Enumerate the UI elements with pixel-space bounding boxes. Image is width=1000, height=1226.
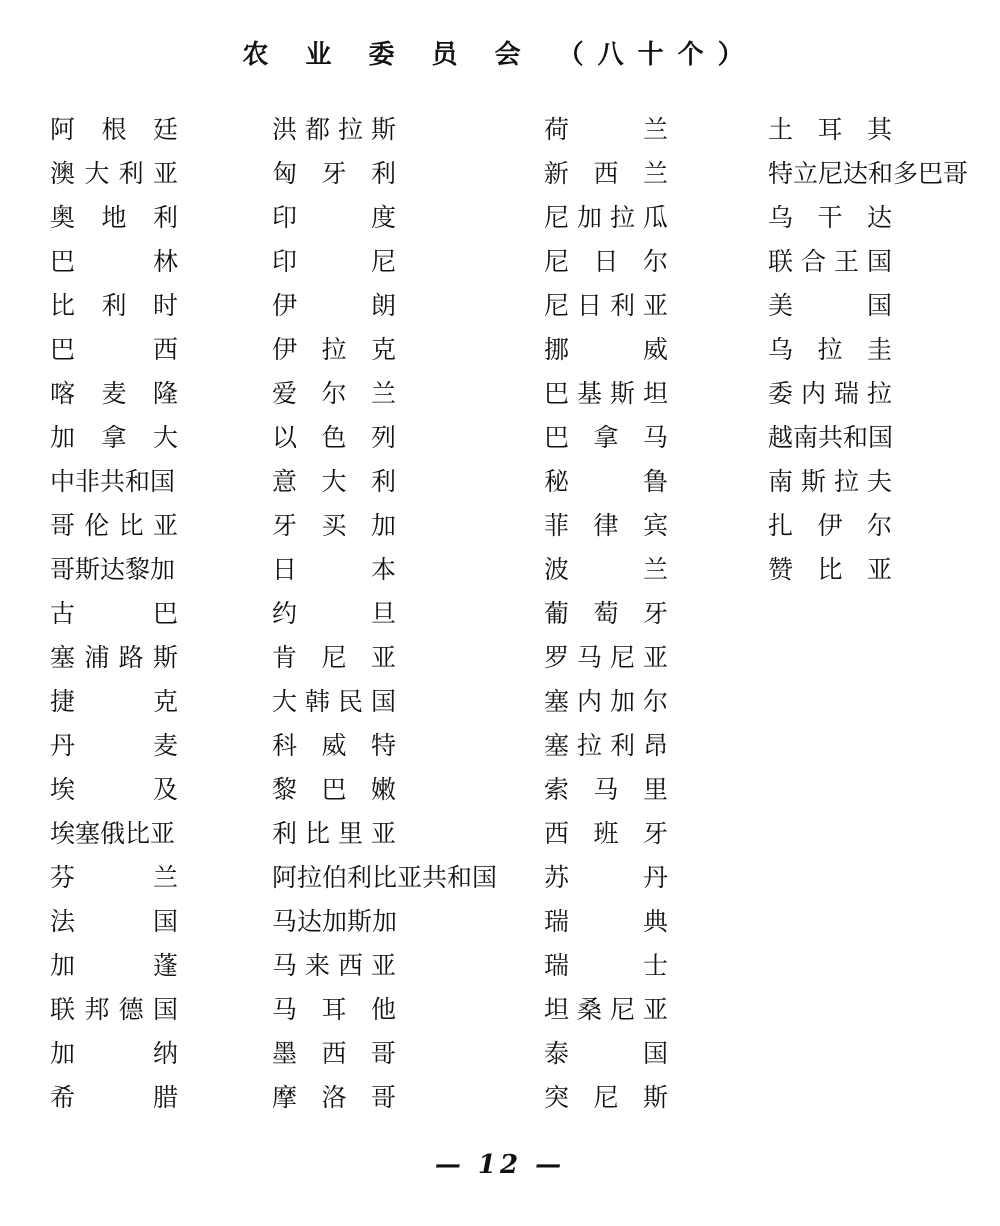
- country-name: 联 邦 德 国: [50, 995, 178, 1024]
- country-name: 尼 加 拉 瓜: [544, 203, 668, 232]
- country-name: 印 度: [272, 203, 396, 232]
- country-name: 加 蓬: [50, 951, 178, 980]
- country-name: 希 腊: [50, 1083, 178, 1112]
- country-name: 联 合 王 国: [768, 247, 892, 276]
- country-name: 法 国: [50, 907, 178, 936]
- country-name: 乌 拉 圭: [768, 335, 892, 364]
- country-column-1: [50, 108, 178, 1120]
- country-name: 特立尼达和多巴哥: [768, 159, 969, 188]
- country-name: 古 巴: [50, 599, 178, 628]
- country-name: 中非共和国: [50, 467, 176, 496]
- country-name: 突 尼 斯: [544, 1083, 668, 1112]
- country-column-3: [544, 108, 668, 1120]
- country-name: 爱 尔 兰: [272, 379, 396, 408]
- country-name: 日 本: [272, 555, 396, 584]
- country-name: 挪 威: [544, 335, 668, 364]
- country-name: 科 威 特: [272, 731, 396, 760]
- country-name: 摩 洛 哥: [272, 1083, 396, 1112]
- country-name: 阿 根 廷: [50, 115, 178, 144]
- country-name: 黎 巴 嫩: [272, 775, 396, 804]
- country-name: 伊 朗: [272, 291, 396, 320]
- country-name: 巴 基 斯 坦: [544, 379, 668, 408]
- country-name: 泰 国: [544, 1039, 668, 1068]
- country-name: 南 斯 拉 夫: [768, 467, 892, 496]
- country-name: 捷 克: [50, 687, 178, 716]
- country-name: 丹 麦: [50, 731, 178, 760]
- country-name: 塞 内 加 尔: [544, 687, 668, 716]
- country-name: 喀 麦 隆: [50, 379, 178, 408]
- country-name: 匈 牙 利: [272, 159, 396, 188]
- country-name: 洪 都 拉 斯: [272, 115, 396, 144]
- country-name: 土 耳 其: [768, 115, 892, 144]
- country-name: 新 西 兰: [544, 159, 668, 188]
- country-column-2: [272, 108, 498, 1120]
- country-name: 马 耳 他: [272, 995, 396, 1024]
- country-name: 罗 马 尼 亚: [544, 643, 668, 672]
- country-name: 葡 萄 牙: [544, 599, 668, 628]
- country-name: 乌 干 达: [768, 203, 892, 232]
- country-name: 埃塞俄比亚: [50, 819, 176, 848]
- country-name: 阿拉伯利比亚共和国: [272, 863, 498, 892]
- country-name: 尼 日 尔: [544, 247, 668, 276]
- country-name: 印 尼: [272, 247, 396, 276]
- page-title: 农 业 委 员 会 （八十个）: [242, 40, 758, 70]
- country-name: 塞 浦 路 斯: [50, 643, 178, 672]
- country-name: 坦 桑 尼 亚: [544, 995, 668, 1024]
- country-name: 瑞 典: [544, 907, 668, 936]
- country-name: 大 韩 民 国: [272, 687, 396, 716]
- country-name: 美 国: [768, 291, 892, 320]
- country-name: 西 班 牙: [544, 819, 668, 848]
- country-name: 加 拿 大: [50, 423, 178, 452]
- country-name: 利 比 里 亚: [272, 819, 396, 848]
- country-name: 秘 鲁: [544, 467, 668, 496]
- country-name: 波 兰: [544, 555, 668, 584]
- country-name: 肯 尼 亚: [272, 643, 396, 672]
- country-name: 芬 兰: [50, 863, 178, 892]
- country-name: 索 马 里: [544, 775, 668, 804]
- country-name: 以 色 列: [272, 423, 396, 452]
- country-name: 埃 及: [50, 775, 178, 804]
- country-name: 委 内 瑞 拉: [768, 379, 892, 408]
- country-name: 比 利 时: [50, 291, 178, 320]
- country-name: 意 大 利: [272, 467, 396, 496]
- country-name: 菲 律 宾: [544, 511, 668, 540]
- country-name: 瑞 士: [544, 951, 668, 980]
- country-name: 加 纳: [50, 1039, 178, 1068]
- country-name: 马达加斯加: [272, 907, 398, 936]
- country-name: 约 旦: [272, 599, 396, 628]
- country-name: 越南共和国: [768, 423, 894, 452]
- country-name: 巴 拿 马: [544, 423, 668, 452]
- country-name: 扎 伊 尔: [768, 511, 892, 540]
- country-name: 赞 比 亚: [768, 555, 892, 584]
- country-name: 荷 兰: [544, 115, 668, 144]
- country-name: 哥 伦 比 亚: [50, 511, 178, 540]
- country-name: 马 来 西 亚: [272, 951, 396, 980]
- country-name: 尼 日 利 亚: [544, 291, 668, 320]
- country-name: 牙 买 加: [272, 511, 396, 540]
- country-column-4: [768, 108, 969, 592]
- country-name: 墨 西 哥: [272, 1039, 396, 1068]
- country-name: 苏 丹: [544, 863, 668, 892]
- page-number: — 12 —: [434, 1150, 566, 1180]
- country-name: 哥斯达黎加: [50, 555, 176, 584]
- country-name: 伊 拉 克: [272, 335, 396, 364]
- country-name: 巴 林: [50, 247, 178, 276]
- country-name: 奥 地 利: [50, 203, 178, 232]
- country-name: 澳 大 利 亚: [50, 159, 178, 188]
- country-name: 巴 西: [50, 335, 178, 364]
- country-name: 塞 拉 利 昂: [544, 731, 668, 760]
